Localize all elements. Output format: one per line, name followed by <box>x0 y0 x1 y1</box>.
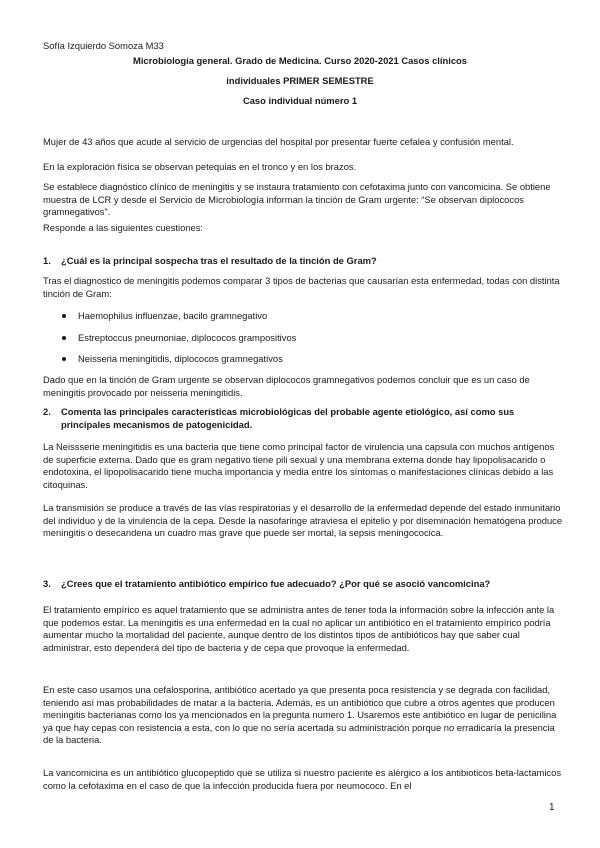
question-text: ¿Cuál es la principal sospecha tras el resultado de la tinción de Gram? <box>61 255 377 266</box>
author-name: Sofía Izquierdo Somoza M33 <box>43 40 164 51</box>
answer-paragraph: La Neissserie meningitidis es una bacteria que tiene como principal factor de virulencia una capsula con muchos antígenos de superficie externa. Dado que es gram negativo tiene pili sexual y una membrana externa donde hay lipopolisacarido o endotoxina, el lipopolisacarido tiene mucha importancia y media entre los síntomas o manifestaciones clínicas debido a las citoquinas. <box>43 441 555 490</box>
question-1 <box>43 254 563 267</box>
intro-paragraph: En la exploración física se observan petequias en el tronco y en los brazos. <box>43 161 357 172</box>
list-item-text: Neisseria meningitidis, diplococos gramnegativos <box>78 353 283 364</box>
intro-paragraph: Mujer de 43 años que acude al servicio de urgencias del hospital por presentar fuerte cefalea y confusión mental. <box>43 136 514 147</box>
bullet-icon <box>62 357 66 361</box>
list-item-text: Haemophilus influenzae, bacilo gramnegativo <box>78 310 268 321</box>
question-text: ¿Crees que el tratamiento antibiótico empírico fue adecuado? ¿Por qué se asoció vancomicina? <box>61 578 491 589</box>
answer-paragraph: Dado que en la tinción de Gram urgente se observan diplococos gramnegativos podemos concluir que es un caso de meningitis provocado por neisseria meningitidis. <box>43 374 530 398</box>
case-title: Caso individual número 1 <box>242 95 358 106</box>
course-subtitle: individuales PRIMER SEMESTRE <box>226 75 374 86</box>
question-2 <box>43 405 563 431</box>
intro-paragraph: Se establece diagnóstico clínico de meningitis y se instaura tratamiento con cefotaxima junto con vancomicina. Se obtiene muestra de LCR y desde el Servicio de Microbiología informan la tinción de Gram urgente: “Se observan diplococos gramnegativos”. <box>43 181 551 218</box>
intro-instruction: Responde a las siguientes cuestiones: <box>43 222 203 233</box>
list-item <box>62 332 296 343</box>
answer-paragraph: La vancomicina es un antibiótico glucopeptido que se utiliza si nuestro paciente es alérgico a los antibioticos beta-lactamicos como la cefotaxima en el caso de que la infección producida fuera por neumococo. En el <box>43 767 562 791</box>
question-number: 3. <box>43 578 51 589</box>
answer-paragraph: En este caso usamos una cefalosporina, antibiótico acertado ya que presenta poca resistencia y se degrada con facilidad, teniendo así mas probabilidades de matar a la bacteria. Además, es un antibiótico que cubre a otros agentes que producen meningitis bacterianas como los ya mencionados en la pregunta numero 1. Usaremos este antibiótico en lugar de penicilina ya que hay cepas con resistencia a esta, con lo que no sería acertada su administración porque no erradicaría la presencia de la bacteria. <box>43 684 557 746</box>
question-text: Comenta las principales características microbiológicas del probable agente etiológico, así como sus principales mecanismos de patogenicidad. <box>61 406 515 430</box>
list-item <box>62 310 267 321</box>
bullet-icon <box>62 314 66 318</box>
course-title: Microbiología general. Grado de Medicina. Curso 2020-2021 Casos clínicos <box>133 55 467 66</box>
answer-paragraph: Tras el diagnostico de meningitis podemos comparar 3 tipos de bacterias que causarían esta enfermedad, todas con distinta tinción de Gram: <box>43 275 560 299</box>
question-3 <box>43 577 563 590</box>
list-item-text: Estreptoccus pneumoniae, diplococos grampositivos <box>78 332 297 343</box>
question-number: 2. <box>43 406 51 417</box>
question-number: 1. <box>43 255 51 266</box>
list-item <box>62 353 283 364</box>
bullet-icon <box>62 336 66 340</box>
answer-paragraph: La transmisión se produce a través de las vías respiratorias y el desarrollo de la enfermedad depende del estado inmunitario del individuo y de la virulencia de la cepa. Desde la nasofaringe atraviesa el epitelio y por diseminación hematógena produce meningitis o desecandena un cuadro mas grave que puede ser mortal, la sepsis meningococica. <box>43 502 563 539</box>
page-number: 1 <box>549 802 555 813</box>
answer-paragraph: El tratamiento empírico es aquel tratamiento que se administra antes de tener toda la información sobre la infección ante la que podemos estar. La meningitis es una enfermedad en la cual no aplicar un antibiótico en el tratamiento empírico podría aumentar mucho la mortalidad del paciente, aunque dentro de los distintos tipos de antibióticos hay que saber cual administrar, esto dependerá del tipo de bacteria y de cepa que provoque la enfermedad. <box>43 604 555 653</box>
